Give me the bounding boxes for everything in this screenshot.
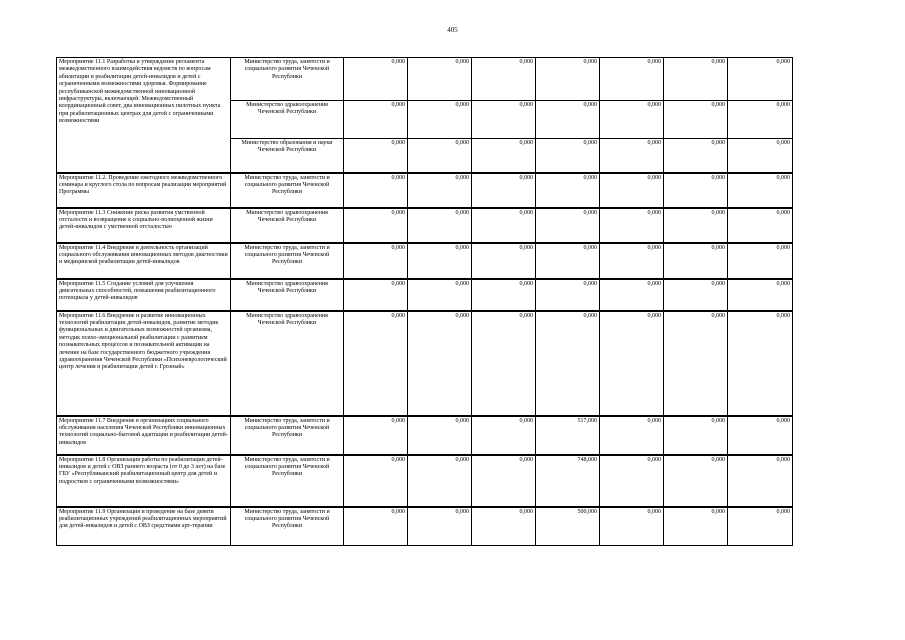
table-row [57,507,793,546]
funding-value: 0,000 [600,507,664,546]
funding-value: 0,000 [664,455,728,507]
funding-value: 0,000 [408,416,472,455]
funding-value: 748,000 [536,455,600,507]
funding-value: 0,000 [344,208,408,243]
funding-value: 0,000 [472,311,536,416]
table-row [57,416,793,455]
responsible-agency: Министерство здравоохранения Чеченской Республики [231,208,344,243]
funding-value: 0,000 [600,208,664,243]
table-row [57,243,793,279]
funding-value: 0,000 [344,416,408,455]
funding-value: 0,000 [408,58,472,101]
funding-value: 0,000 [536,311,600,416]
funding-value: 0,000 [664,101,728,139]
funding-value: 0,000 [472,455,536,507]
funding-value: 0,000 [600,243,664,279]
funding-value: 0,000 [728,243,793,279]
funding-value: 0,000 [536,208,600,243]
table-row [57,279,793,311]
responsible-agency: Министерство здравоохранения Чеченской Республики [231,101,344,139]
table-row [57,311,793,416]
funding-value: 0,000 [472,58,536,101]
funding-value: 0,000 [472,173,536,208]
funding-value: 0,000 [728,101,793,139]
funding-value: 0,000 [664,507,728,546]
measure-description: Мероприятие 11.2. Проведение ежегодного межведомственного семинара и круглого стола по вопросам реализации мероприятий Программы [57,173,231,208]
funding-value: 0,000 [536,101,600,139]
funding-value: 0,000 [664,279,728,311]
funding-value: 0,000 [472,507,536,546]
responsible-agency: Министерство труда, занятости и социального развития Чеченской Республики [231,455,344,507]
funding-value: 0,000 [536,279,600,311]
funding-value: 0,000 [600,416,664,455]
table-row [57,58,793,101]
funding-value: 0,000 [600,311,664,416]
funding-value: 0,000 [408,311,472,416]
responsible-agency: Министерство труда, занятости и социального развития Чеченской Республики [231,243,344,279]
funding-value: 0,000 [472,279,536,311]
page-number: 405 [447,26,458,34]
funding-value: 0,000 [408,455,472,507]
responsible-agency: Министерство здравоохранения Чеченской Республики [231,279,344,311]
funding-value: 0,000 [664,139,728,173]
funding-value: 0,000 [344,139,408,173]
funding-value: 0,000 [536,173,600,208]
funding-value: 0,000 [472,416,536,455]
measure-description: Мероприятие 11.4 Внедрение в деятельность организаций социального обслуживания инновационных методов диагностики и медицинской реабилитации детей-инвалидов [57,243,231,279]
funding-value: 0,000 [664,208,728,243]
funding-value: 0,000 [344,279,408,311]
measure-description: Мероприятие 11.9 Организация и проведение на базе девяти реабилитационных учреждений реабилитационных мероприятий для детей-инвалидов и детей с ОВЗ средствами арт-терапии [57,507,231,546]
funding-value: 0,000 [472,101,536,139]
funding-table [56,57,793,546]
funding-value: 0,000 [408,279,472,311]
responsible-agency: Министерство труда, занятости и социального развития Чеченской Республики [231,173,344,208]
measure-description: Мероприятие 11.8 Организация работы по реабилитации детей-инвалидов и детей с ОВЗ раннего возраста (от 0 до 3 лет) на базе ГБУ «Республиканский реабилитационный центр для детей и подростков с ограниченными возможностями» [57,455,231,507]
funding-value: 0,000 [408,139,472,173]
funding-value: 0,000 [344,173,408,208]
funding-value: 0,000 [664,58,728,101]
funding-value: 0,000 [472,208,536,243]
funding-value: 0,000 [408,243,472,279]
measure-description: Мероприятие 11.6 Внедрение и развитие инновационных технологий реабилитации детей-инвалидов, развитие методик функциональных и двигательных возможностей организма, методик психо-эмоциональной реабилитации с развитием познавательных процессов и познавательной активации на лечение на базе государственного бюджетного учреждения здравоохранения Чеченской Республики «Психоневрологический центр лечения и реабилитации детей г. Грозный» [57,311,231,416]
funding-value: 0,000 [344,507,408,546]
funding-value: 0,000 [344,243,408,279]
funding-value: 0,000 [728,58,793,101]
funding-value: 0,000 [664,311,728,416]
funding-value: 0,000 [472,139,536,173]
funding-value: 0,000 [536,243,600,279]
measure-description: Мероприятие 11.1 Разработка и утверждение регламента межведомственного взаимодействия ведомств по вопросам абилитации и реабилитации детей-инвалидов и детей с ограниченными возможностями здоровья. Формирование республиканской межведомственной инновационной инфраструктуры, включающей: Межведомственный координационный совет, два инновационных пилотных пункта при реабилитационных центрах для детей с ограниченными возможностями [57,58,231,173]
responsible-agency: Министерство образования и науки Чеченской Республики [231,139,344,173]
funding-value: 0,000 [728,173,793,208]
responsible-agency: Министерство труда, занятости и социального развития Чеченской Республики [231,507,344,546]
funding-value: 0,000 [728,455,793,507]
funding-value: 0,000 [728,507,793,546]
funding-value: 0,000 [664,243,728,279]
funding-value: 0,000 [664,173,728,208]
funding-value: 0,000 [600,279,664,311]
funding-value: 0,000 [728,311,793,416]
funding-value: 0,000 [472,243,536,279]
funding-value: 0,000 [728,279,793,311]
funding-value: 0,000 [408,208,472,243]
funding-value: 0,000 [600,58,664,101]
funding-value: 0,000 [536,58,600,101]
measure-description: Мероприятие 11.5 Создание условий для улучшения двигательных способностей, повышения реабилитационного потенциала у детей-инвалидов [57,279,231,311]
measure-description: Мероприятие 11.3 Снижение риска развития умственной отсталости и возвращение к социально-полноценной жизни детей-инвалидов с умственной отсталостью [57,208,231,243]
measure-description: Мероприятие 11.7 Внедрение в организациях социального обслуживания населения Чеченской Республики инновационных технологий социально-бытовой адаптации и реабилитации детей-инвалидов [57,416,231,455]
funding-value: 517,000 [536,416,600,455]
responsible-agency: Министерство здравоохранения Чеченской Республики [231,311,344,416]
table-row [57,455,793,507]
funding-value: 0,000 [728,208,793,243]
table-row [57,173,793,208]
funding-value: 0,000 [600,173,664,208]
funding-value: 0,000 [344,58,408,101]
funding-value: 0,000 [664,416,728,455]
funding-value: 0,000 [408,101,472,139]
funding-value: 0,000 [600,455,664,507]
funding-value: 0,000 [600,139,664,173]
funding-value: 500,000 [536,507,600,546]
funding-value: 0,000 [728,139,793,173]
funding-value: 0,000 [408,507,472,546]
responsible-agency: Министерство труда, занятости и социального развития Чеченской Республики [231,416,344,455]
funding-value: 0,000 [408,173,472,208]
funding-value: 0,000 [344,311,408,416]
table-row [57,208,793,243]
funding-value: 0,000 [536,139,600,173]
funding-value: 0,000 [344,101,408,139]
funding-value: 0,000 [728,416,793,455]
responsible-agency: Министерство труда, занятости и социального развития Чеченской Республики [231,58,344,101]
funding-value: 0,000 [600,101,664,139]
funding-value: 0,000 [344,455,408,507]
